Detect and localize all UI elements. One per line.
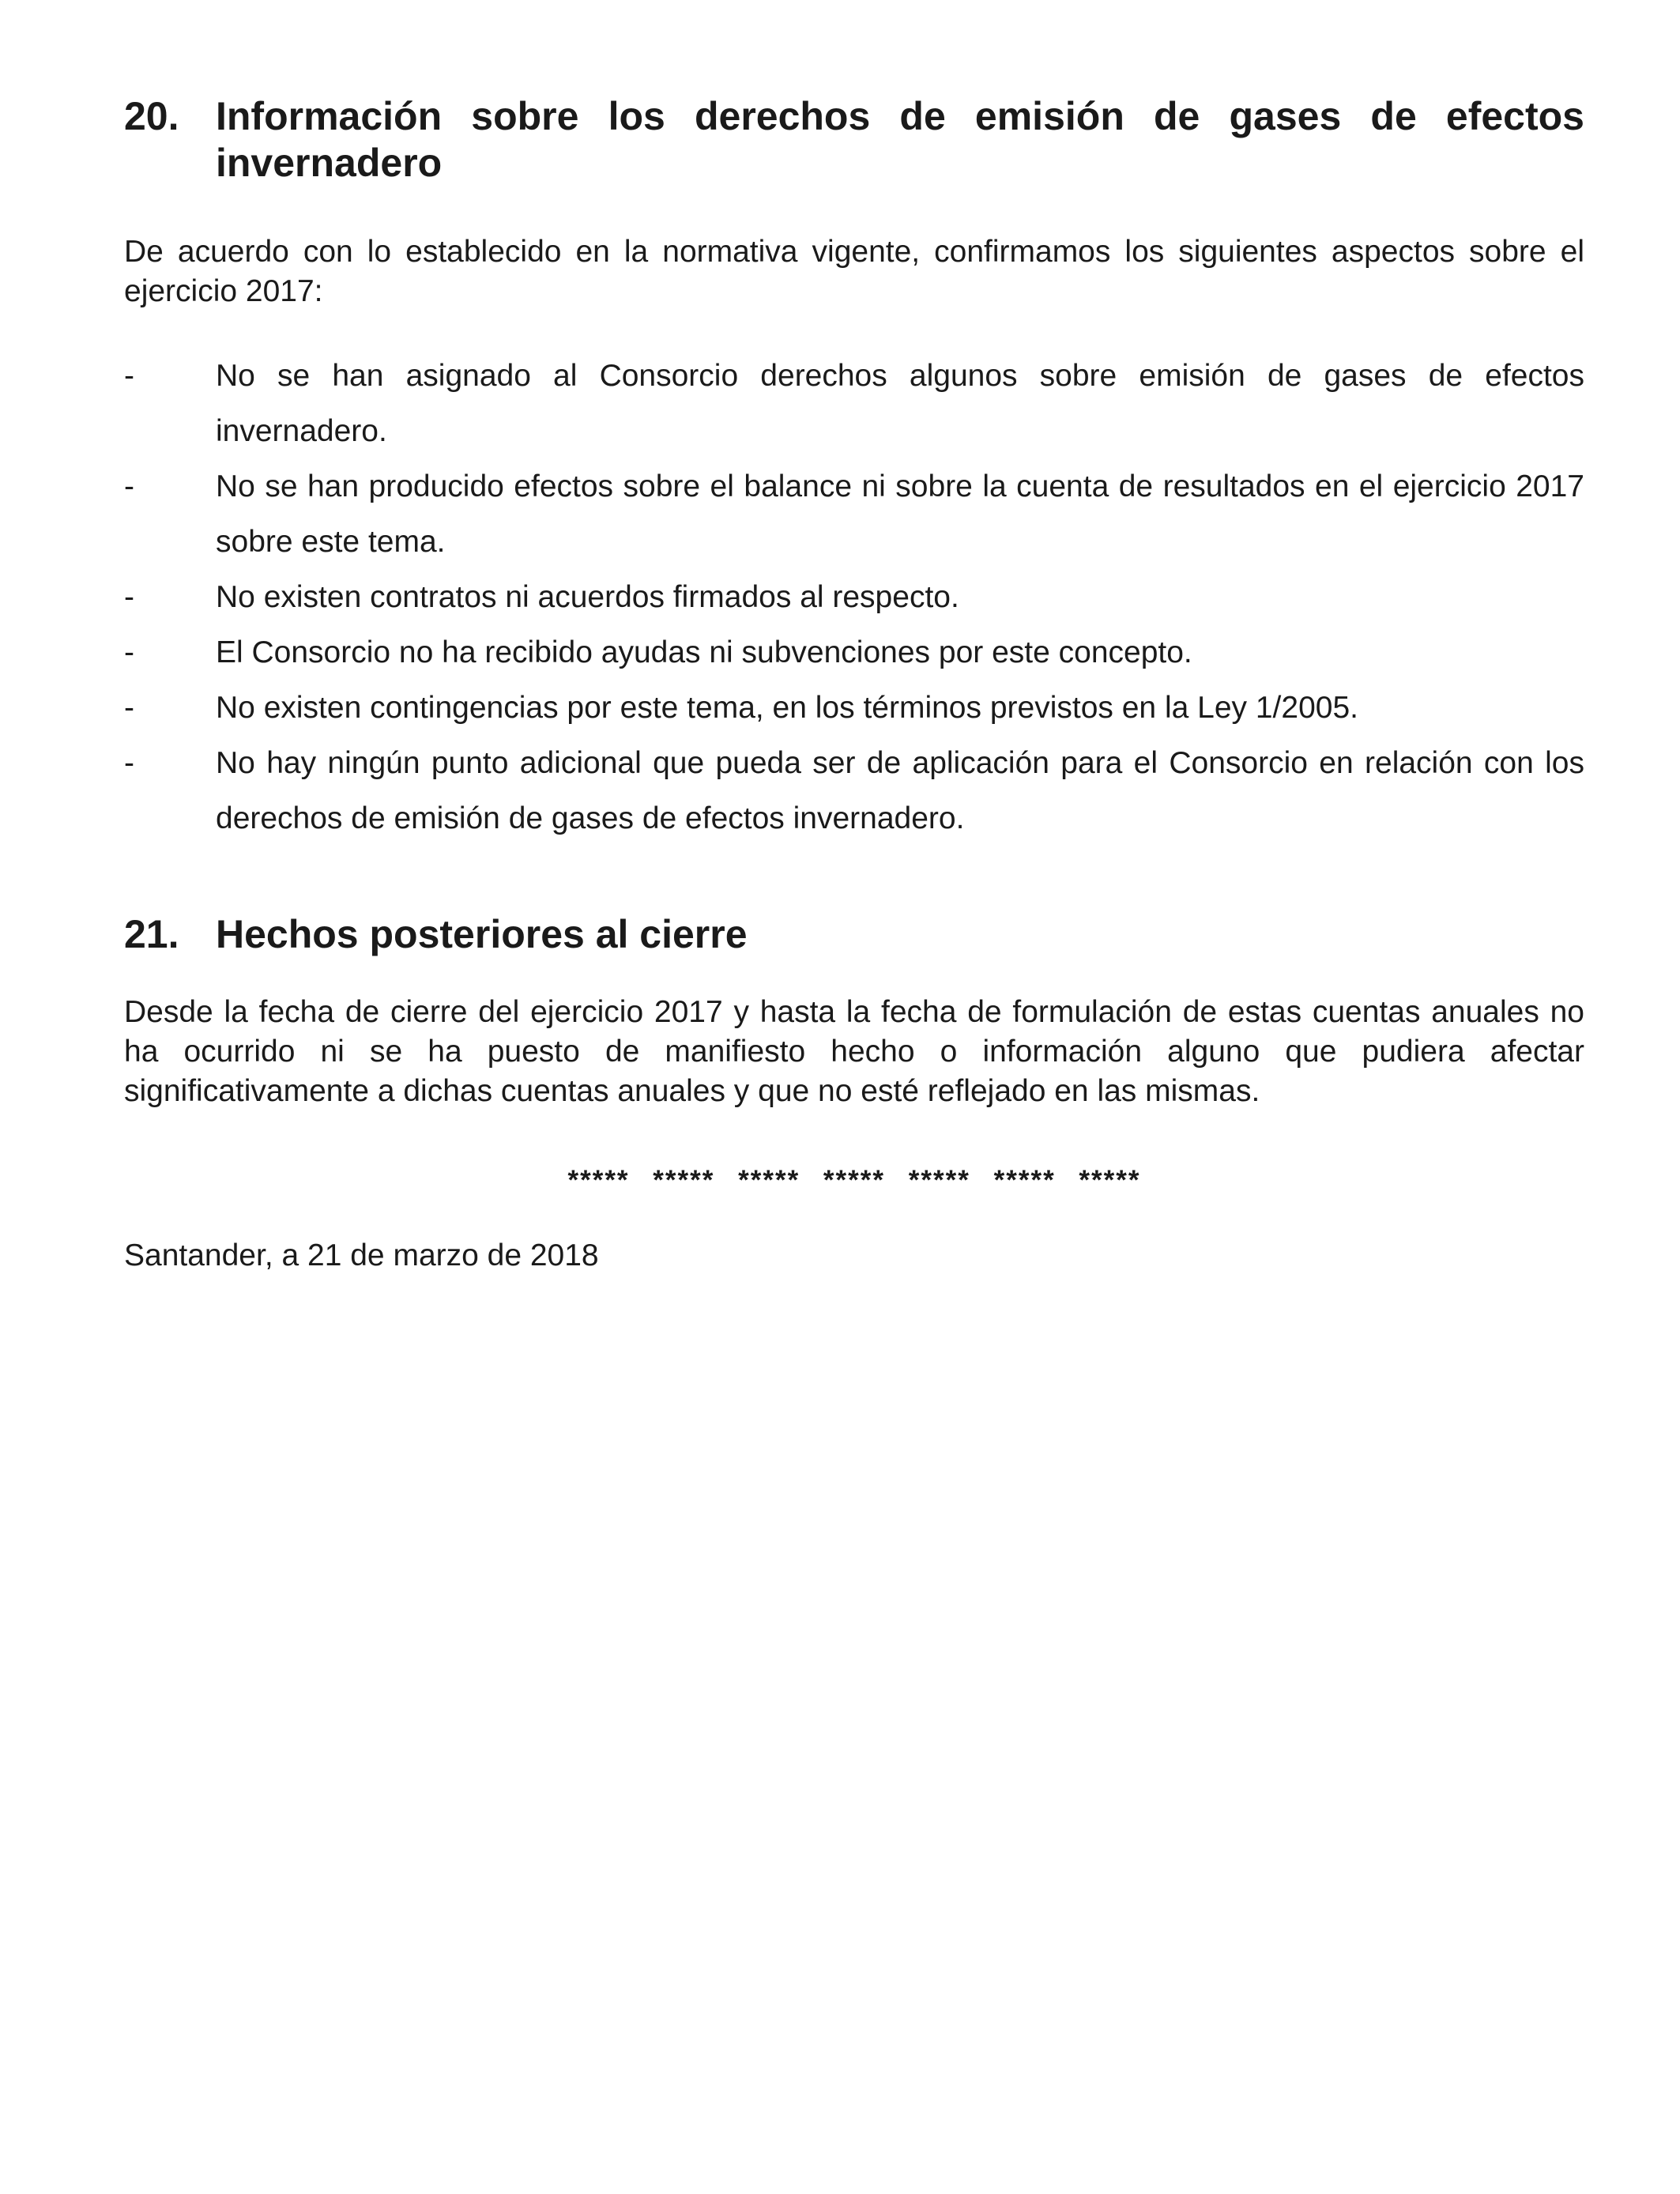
section-21-body: Desde la fecha de cierre del ejercicio 2017 y hasta la fecha de formulación de estas cuentas anuales no ha ocurrido ni se ha puesto de manifiesto hecho o información alguno que pudiera afectar significativamente a dichas cuentas anuales y que no esté reflejado en las mismas. [124,994,1584,1109]
closing-place-date: Santander, a 21 de marzo de 2018 [124,1238,599,1273]
bullet-dash: - [124,745,134,780]
separator-stars: ***** ***** ***** ***** ***** ***** ***** [567,1165,1141,1197]
bullet-dash: - [124,469,134,503]
document-page [124,93,1584,1276]
bullet-dash: - [124,579,134,614]
list-item [124,349,1584,459]
list-item [124,680,1584,736]
bullet-text: No existen contratos ni acuerdos firmados al respecto. [216,579,959,614]
section-20-number: 20. [124,94,179,138]
section-20-heading [124,93,1584,187]
bullet-dash: - [124,358,134,393]
list-item [124,736,1584,846]
section-20-title: Información sobre los derechos de emisión de gases de efectos invernadero [216,94,1584,185]
section-20-bullet-list [124,349,1584,846]
section-21-title: Hechos posteriores al cierre [216,911,748,956]
bullet-text: No se han producido efectos sobre el balance ni sobre la cuenta de resultados en el ejercicio 2017 sobre este tema. [216,469,1584,559]
section-21-heading [124,911,1584,958]
bullet-text: No se han asignado al Consorcio derechos algunos sobre emisión de gases de efectos invernadero. [216,358,1584,448]
bullet-text: El Consorcio no ha recibido ayudas ni subvenciones por este concepto. [216,635,1192,669]
list-item [124,459,1584,570]
bullet-dash: - [124,635,134,669]
list-item [124,570,1584,625]
bullet-dash: - [124,690,134,725]
section-20-intro: De acuerdo con lo establecido en la normativa vigente, confirmamos los siguientes aspectos sobre el ejercicio 2017: [124,235,1584,309]
list-item [124,625,1584,680]
section-21-number: 21. [124,911,179,956]
bullet-text: No existen contingencias por este tema, en los términos previstos en la Ley 1/2005. [216,690,1358,725]
bullet-text: No hay ningún punto adicional que pueda ser de aplicación para el Consorcio en relación con los derechos de emisión de gases de efectos invernadero. [216,745,1584,835]
